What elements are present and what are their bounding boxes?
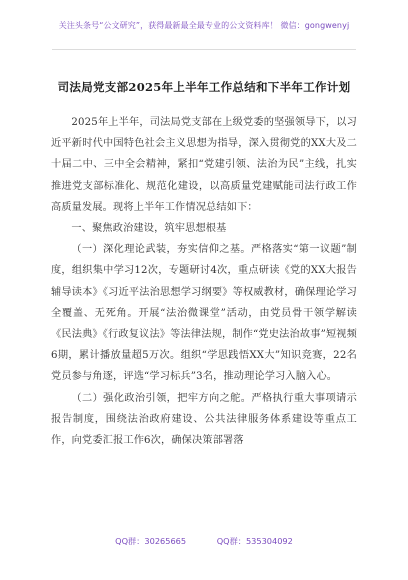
intro-paragraph: 2025年上半年，司法局党支部在上级党委的坚强领导下，以习近平新时代中国特色社会主义思想为指导，深入贯彻党的XX大及二十届二中、三中全会精神，紧扣“党建引领、法治为民”主线，扎实推进党支部标准化、规范化建设，以高质量党建赋能司法行政工作高质量发展。现将上半年工作情况总结如下： — [51, 117, 357, 213]
section-heading-1: 一、聚焦政治建设，筑牢思想根基 — [71, 223, 227, 235]
document-title: 司法局党支部2025年上半年工作总结和下半年工作计划 — [57, 80, 351, 94]
header-divider — [52, 49, 356, 50]
qq-group-right: QQ群：535304092 — [216, 536, 293, 546]
body-paragraph-2: （二）强化政治引领，把牢方向之舵。严格执行重大事项请示报告制度，围绕法治政府建设、公共法律服务体系建设等重点工作，向党委汇报工作6次，确保决策部署落 — [51, 392, 357, 447]
qq-group-left: QQ群：30265665 — [115, 536, 187, 546]
promo-banner: 关注头条号“公文研究”，获得最新最全最专业的公文资料库！ 微信：gongwenyj — [58, 21, 350, 30]
document-body — [51, 112, 357, 451]
footer-qq-groups — [0, 536, 408, 547]
body-paragraph-1: （一）深化理论武装，夯实信仰之基。严格落实“第一议题”制度，组织集中学习12次，专题研讨4次，重点研读《党的XX大报告辅导读本》《习近平法治思想学习纲要》等权威教材，确保理论学习全覆盖、无死角。开展“法治微课堂”活动，由党员骨干领学解读《民法典》《行政复议法》等法律法规，制作“党史法治故事”短视频6期，累计播放量超5万次。组织“学思践悟XX大”知识竞赛，22名党员参与角逐，评选“学习标兵”3名，推动理论学习入脑入心。 — [51, 244, 357, 383]
